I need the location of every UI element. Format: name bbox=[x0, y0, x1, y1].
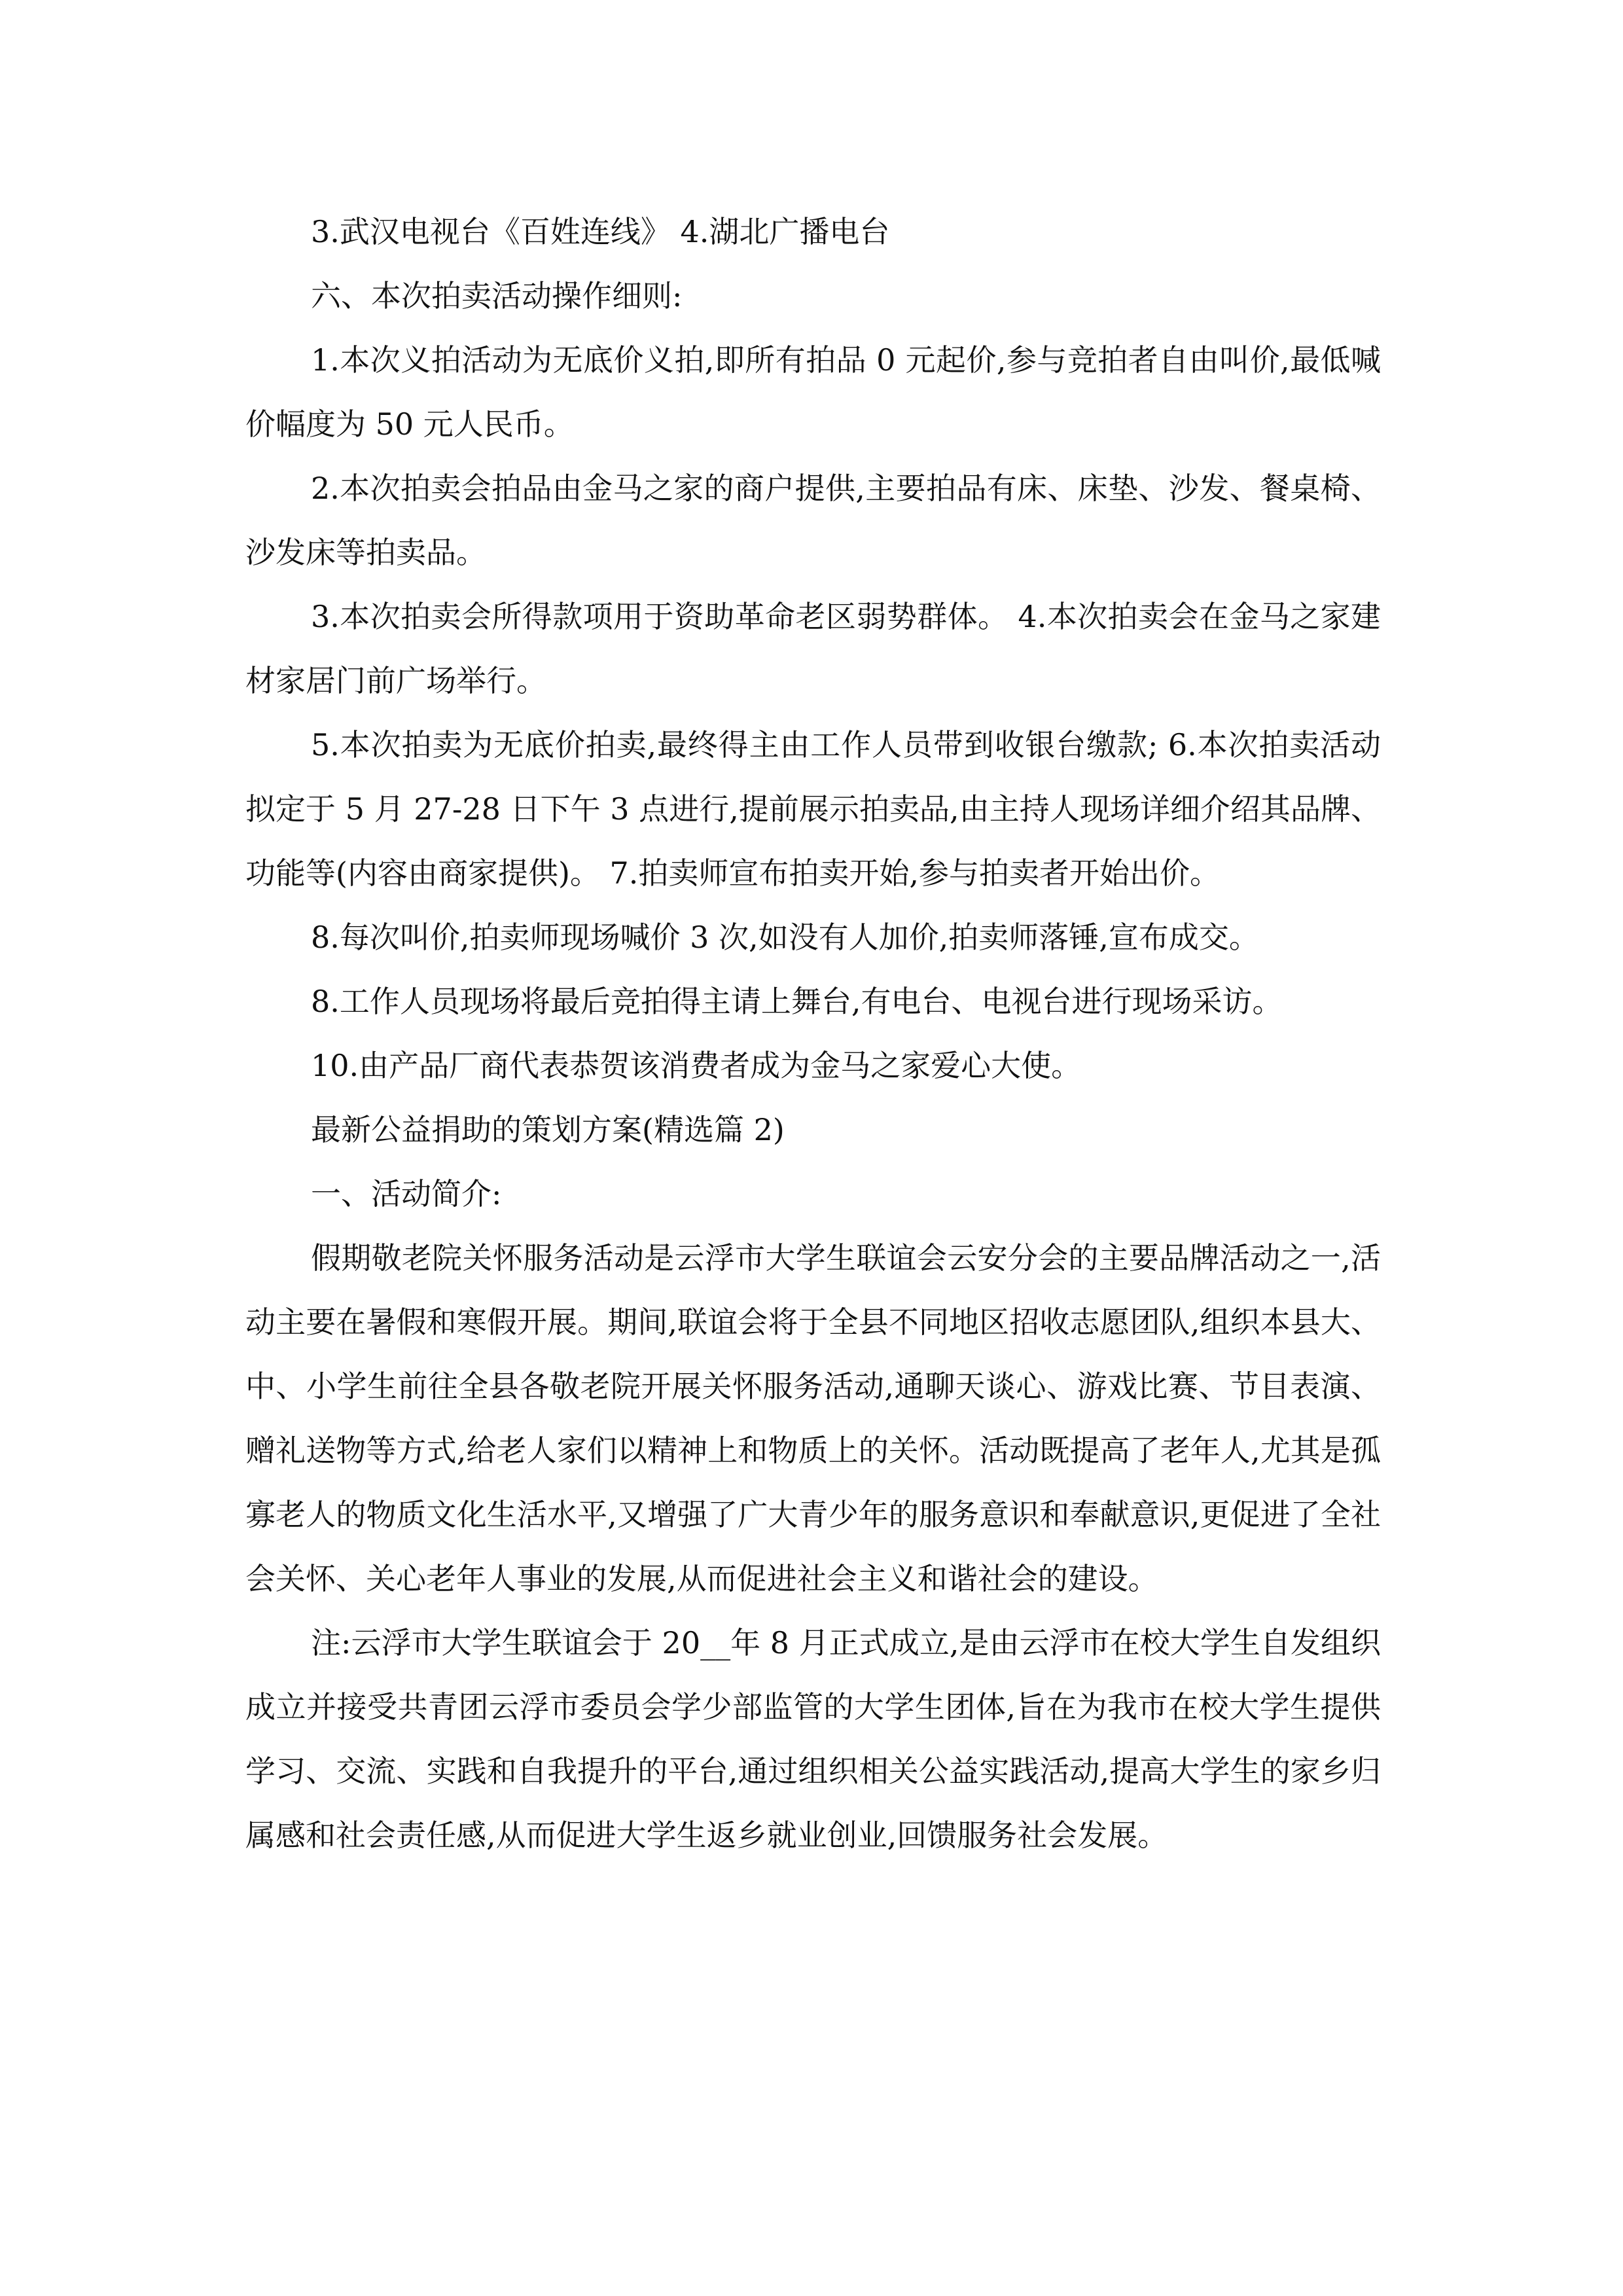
paragraph-activity-description: 假期敬老院关怀服务活动是云浮市大学生联谊会云安分会的主要品牌活动之一,活动主要在暑假和寒假开展。期间,联谊会将于全县不同地区招收志愿团队,组织本县大、中、小学生前往全县各敬老院开展关怀服务活动,通聊天谈心、游戏比赛、节目表演、赠礼送物等方式,给老人家们以精神上和物质上的关怀。活动既提高了老年人,尤其是孤寡老人的物质文化生活水平,又增强了广大青少年的服务意识和奉献意识,更促进了全社会关怀、关心老年人事业的发展,从而促进社会主义和谐社会的建设。 bbox=[245, 1240, 1381, 1596]
paragraph-note: 注:云浮市大学生联谊会于 20__年 8 月正式成立,是由云浮市在校大学生自发组织成立并接受共青团云浮市委员会学少部监管的大学生团体,旨在为我市在校大学生提供学习、交流、实践和自我提升的平台,通过组织相关公益实践活动,提高大学生的家乡归属感和社会责任感,从而促进大学生返乡就业创业,回馈服务社会发展。 bbox=[245, 1625, 1381, 1853]
paragraph-rule-3-4: 3.本次拍卖会所得款项用于资助革命老区弱势群体。 4.本次拍卖会在金马之家建材家居门前广场举行。 bbox=[245, 599, 1381, 698]
paragraph-media-list: 3.武汉电视台《百姓连线》 4.湖北广播电台 bbox=[311, 214, 890, 249]
paragraph-rule-2: 2.本次拍卖会拍品由金马之家的商户提供,主要拍品有床、床垫、沙发、餐桌椅、沙发床等拍卖品。 bbox=[245, 471, 1381, 570]
section-heading-activity-intro: 一、活动简介: bbox=[311, 1176, 502, 1211]
paragraph-rule-1: 1.本次义拍活动为无底价义拍,即所有拍品 0 元起价,参与竞拍者自由叫价,最低喊价幅度为 50 元人民币。 bbox=[245, 342, 1381, 442]
paragraph-rule-8b: 8.工作人员现场将最后竞拍得主请上舞台,有电台、电视台进行现场采访。 bbox=[311, 984, 1283, 1019]
section-heading-auction-rules: 六、本次拍卖活动操作细则: bbox=[311, 278, 683, 314]
paragraph-rule-5-7: 5.本次拍卖为无底价拍卖,最终得主由工作人员带到收银台缴款; 6.本次拍卖活动拟定于 5 月 27-28 日下午 3 点进行,提前展示拍卖品,由主持人现场详细介绍其品牌、功能等(内容由商家提供)。 7.拍卖师宣布拍卖开始,参与拍卖者开始出价。 bbox=[245, 727, 1381, 891]
document-body bbox=[245, 200, 1381, 1867]
section-title-plan-2: 最新公益捐助的策划方案(精选篇 2) bbox=[311, 1112, 785, 1147]
paragraph-rule-8a: 8.每次叫价,拍卖师现场喊价 3 次,如没有人加价,拍卖师落锤,宣布成交。 bbox=[311, 920, 1259, 955]
paragraph-rule-10: 10.由产品厂商代表恭贺该消费者成为金马之家爱心大使。 bbox=[311, 1048, 1082, 1083]
